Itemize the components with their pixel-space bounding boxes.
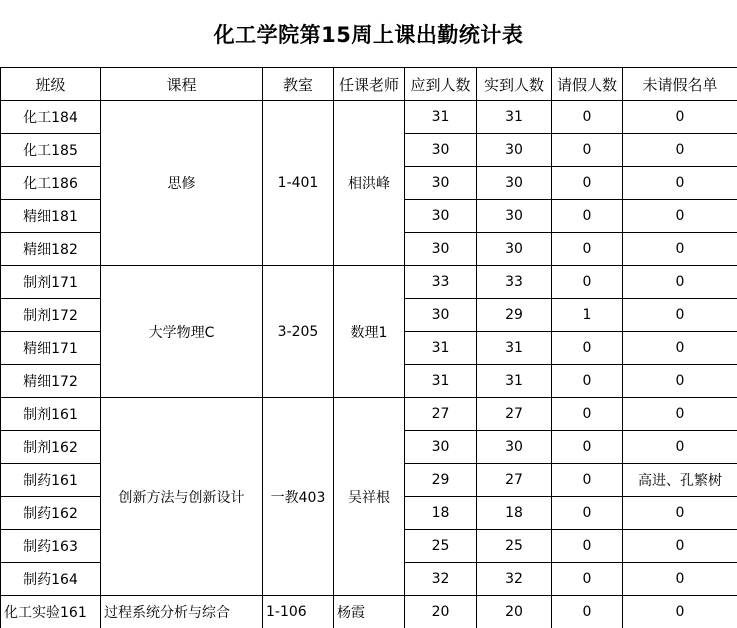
present-cell: 31	[477, 365, 552, 398]
class-cell: 制剂171	[1, 266, 101, 299]
class-cell: 制剂161	[1, 398, 101, 431]
present-cell: 18	[477, 497, 552, 530]
leave-cell: 0	[552, 563, 623, 596]
room-cell: 一教403	[263, 398, 334, 596]
expected-cell: 32	[405, 563, 477, 596]
absent-list-cell: 高进、孔繁树	[623, 464, 737, 497]
header-course: 课程	[101, 68, 263, 101]
present-cell: 33	[477, 266, 552, 299]
leave-cell: 0	[552, 596, 623, 628]
leave-cell: 0	[552, 365, 623, 398]
class-cell: 精细172	[1, 365, 101, 398]
expected-cell: 30	[405, 200, 477, 233]
present-cell: 31	[477, 332, 552, 365]
present-cell: 20	[477, 596, 552, 628]
absent-list-cell: 0	[623, 563, 737, 596]
leave-cell: 0	[552, 431, 623, 464]
class-cell: 制剂172	[1, 299, 101, 332]
header-present: 实到人数	[477, 68, 552, 101]
expected-cell: 30	[405, 431, 477, 464]
leave-cell: 1	[552, 299, 623, 332]
class-cell: 精细181	[1, 200, 101, 233]
header-row	[1, 68, 737, 101]
class-cell: 制药163	[1, 530, 101, 563]
absent-list-cell: 0	[623, 101, 737, 134]
expected-cell: 30	[405, 167, 477, 200]
leave-cell: 0	[552, 200, 623, 233]
teacher-cell: 相洪峰	[334, 101, 405, 266]
absent-list-cell: 0	[623, 332, 737, 365]
attendance-table	[0, 67, 737, 628]
leave-cell: 0	[552, 167, 623, 200]
table-body	[1, 101, 737, 628]
present-cell: 30	[477, 200, 552, 233]
expected-cell: 20	[405, 596, 477, 628]
leave-cell: 0	[552, 134, 623, 167]
class-cell: 精细182	[1, 233, 101, 266]
present-cell: 30	[477, 431, 552, 464]
table-row	[1, 398, 737, 431]
expected-cell: 30	[405, 233, 477, 266]
class-cell: 制剂162	[1, 431, 101, 464]
leave-cell: 0	[552, 530, 623, 563]
present-cell: 27	[477, 398, 552, 431]
absent-list-cell: 0	[623, 233, 737, 266]
leave-cell: 0	[552, 233, 623, 266]
expected-cell: 30	[405, 299, 477, 332]
present-cell: 29	[477, 299, 552, 332]
header-leave: 请假人数	[552, 68, 623, 101]
table-row	[1, 596, 737, 628]
absent-list-cell: 0	[623, 497, 737, 530]
room-cell: 3-205	[263, 266, 334, 398]
leave-cell: 0	[552, 101, 623, 134]
header-teacher: 任课老师	[334, 68, 405, 101]
class-cell: 化工185	[1, 134, 101, 167]
table-row	[1, 101, 737, 134]
expected-cell: 25	[405, 530, 477, 563]
absent-list-cell: 0	[623, 200, 737, 233]
expected-cell: 18	[405, 497, 477, 530]
class-cell: 制药161	[1, 464, 101, 497]
absent-list-cell: 0	[623, 398, 737, 431]
expected-cell: 30	[405, 134, 477, 167]
expected-cell: 31	[405, 332, 477, 365]
present-cell: 31	[477, 101, 552, 134]
teacher-cell: 杨霞	[334, 596, 405, 628]
present-cell: 32	[477, 563, 552, 596]
leave-cell: 0	[552, 497, 623, 530]
course-cell: 思修	[101, 101, 263, 266]
class-cell: 制药164	[1, 563, 101, 596]
course-cell: 过程系统分析与综合	[101, 596, 263, 628]
absent-list-cell: 0	[623, 431, 737, 464]
table-row	[1, 266, 737, 299]
class-cell: 精细171	[1, 332, 101, 365]
present-cell: 30	[477, 134, 552, 167]
absent-list-cell: 0	[623, 365, 737, 398]
leave-cell: 0	[552, 332, 623, 365]
class-cell: 制药162	[1, 497, 101, 530]
room-cell: 1-401	[263, 101, 334, 266]
expected-cell: 33	[405, 266, 477, 299]
teacher-cell: 吴祥根	[334, 398, 405, 596]
room-cell: 1-106	[263, 596, 334, 628]
present-cell: 30	[477, 167, 552, 200]
absent-list-cell: 0	[623, 266, 737, 299]
leave-cell: 0	[552, 464, 623, 497]
header-absent-list: 未请假名单	[623, 68, 737, 101]
course-cell: 大学物理C	[101, 266, 263, 398]
expected-cell: 31	[405, 365, 477, 398]
sheet-title: 化工学院第15周上课出勤统计表	[0, 0, 737, 67]
class-cell: 化工186	[1, 167, 101, 200]
expected-cell: 31	[405, 101, 477, 134]
course-cell: 创新方法与创新设计	[101, 398, 263, 596]
absent-list-cell: 0	[623, 596, 737, 628]
header-room: 教室	[263, 68, 334, 101]
expected-cell: 29	[405, 464, 477, 497]
teacher-cell: 数理1	[334, 266, 405, 398]
absent-list-cell: 0	[623, 134, 737, 167]
leave-cell: 0	[552, 398, 623, 431]
expected-cell: 27	[405, 398, 477, 431]
class-cell: 化工184	[1, 101, 101, 134]
leave-cell: 0	[552, 266, 623, 299]
absent-list-cell: 0	[623, 167, 737, 200]
present-cell: 27	[477, 464, 552, 497]
present-cell: 25	[477, 530, 552, 563]
present-cell: 30	[477, 233, 552, 266]
header-class: 班级	[1, 68, 101, 101]
absent-list-cell: 0	[623, 299, 737, 332]
absent-list-cell: 0	[623, 530, 737, 563]
class-cell: 化工实验161	[1, 596, 101, 628]
header-expected: 应到人数	[405, 68, 477, 101]
